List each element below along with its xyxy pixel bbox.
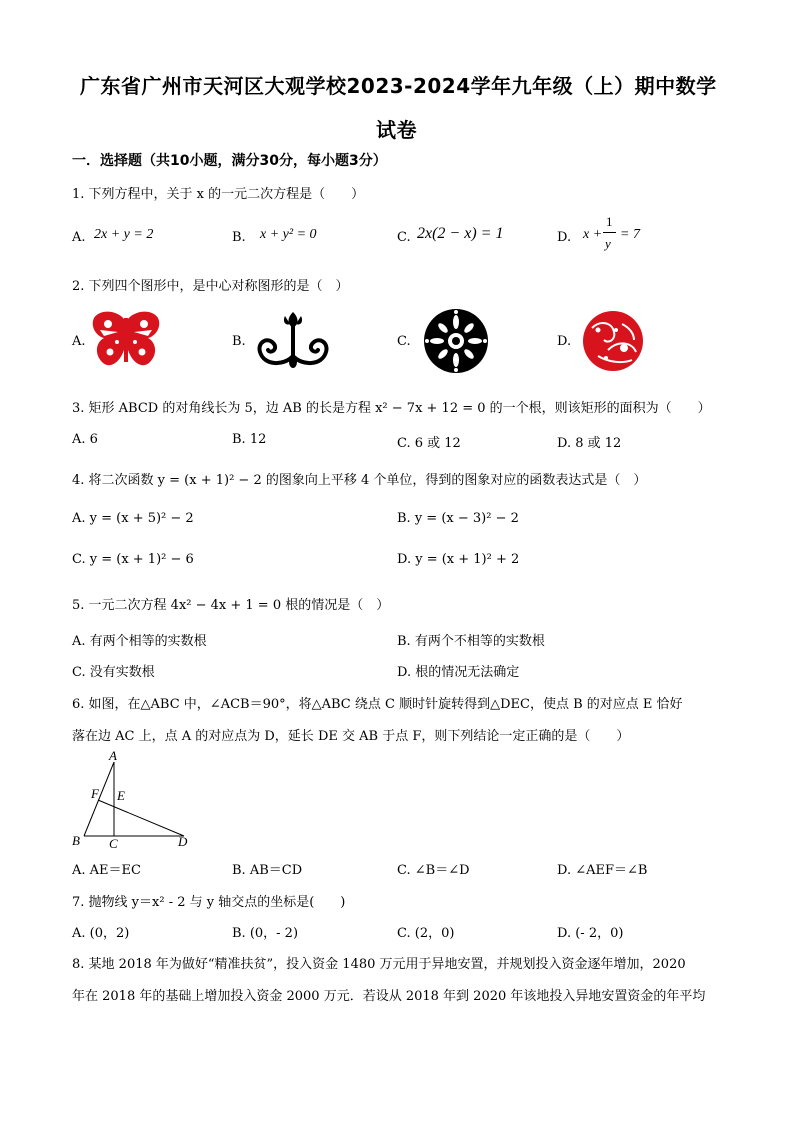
q5-option-d: D. 根的情况无法确定 — [397, 665, 520, 680]
ornament-scroll-image — [254, 310, 332, 370]
mandala-papercut-image — [420, 306, 492, 376]
question-5-stem: 5. 一元二次方程 4x² − 4x + 1 = 0 根的情况是（ ） — [72, 598, 390, 613]
q1-option-d-denominator: y — [605, 236, 611, 251]
q4-option-b: B. y = (x − 3)² − 2 — [397, 511, 519, 526]
q7-option-a: A. (0，2) — [72, 926, 130, 941]
q7-option-b: B. (0，- 2) — [232, 926, 299, 941]
point-a-label: A — [109, 750, 117, 763]
page-title-line2: 试卷 — [376, 118, 417, 142]
question-4-stem: 4. 将二次函数 y = (x + 1)² − 2 的图象向上平移 4 个单位，得到的图象对应的函数表达式是（ ） — [72, 473, 647, 488]
question-6-stem-line1: 6. 如图，在△ABC 中，∠ACB＝90°，将△ABC 绕点 C 顺时针旋转得到△DEC，使点 B 的对应点 E 恰好 — [72, 697, 683, 712]
question-7-stem: 7. 抛物线 y＝x² - 2 与 y 轴交点的坐标是( ) — [72, 895, 346, 910]
q6-option-d: D. ∠AEF＝∠B — [557, 863, 648, 878]
phoenix-papercut-image — [578, 310, 648, 372]
q1-option-a-label: A. — [72, 230, 86, 245]
point-c-label: C — [109, 836, 118, 850]
q7-option-d: D. (- 2，0) — [557, 926, 624, 941]
q3-option-a: A. 6 — [72, 432, 98, 447]
q6-option-b: B. AB＝CD — [232, 863, 303, 878]
q3-option-c: C. 6 或 12 — [397, 436, 461, 451]
question-8-line2: 年在 2018 年的基础上增加投入资金 2000 万元．若设从 2018 年到 2020 年该地投入异地安置资金的年平均 — [72, 989, 706, 1004]
q4-option-c: C. y = (x + 1)² − 6 — [72, 552, 194, 567]
point-e-label: E — [117, 788, 125, 803]
point-f-label: F — [91, 786, 99, 801]
q1-fraction-bar — [603, 232, 616, 233]
question-6-stem-line2: 落在边 AC 上，点 A 的对应点为 D，延长 DE 交 AB 于点 F，则下列结论一定正确的是（ ） — [72, 729, 630, 744]
question-2-stem: 2. 下列四个图形中，是中心对称图形的是（ ） — [72, 279, 349, 294]
butterfly-papercut-image — [90, 310, 162, 370]
q6-option-c: C. ∠B＝∠D — [397, 863, 470, 878]
point-b-label: B — [72, 833, 80, 848]
q1-option-d-post: = 7 — [620, 227, 640, 242]
q2-option-a-label: A. — [72, 334, 86, 349]
page-title: 广东省广州市天河区大观学校2023-2024学年九年级（上）期中数学 — [80, 74, 717, 98]
q1-option-b: x + y² = 0 — [260, 227, 317, 242]
q1-option-d-pre: x + — [583, 227, 603, 242]
q1-option-a: 2x + y = 2 — [94, 227, 154, 242]
q2-option-d-label: D. — [557, 334, 572, 349]
q3-option-d: D. 8 或 12 — [557, 436, 622, 451]
q5-option-c: C. 没有实数根 — [72, 665, 155, 680]
q7-option-c: C. (2，0) — [397, 926, 455, 941]
q1-option-c: 2x(2 − x) = 1 — [417, 225, 504, 242]
q2-option-c-label: C. — [397, 334, 411, 349]
q4-option-a: A. y = (x + 5)² − 2 — [72, 511, 194, 526]
q5-option-b: B. 有两个不相等的实数根 — [397, 634, 545, 649]
question-8-line1: 8. 某地 2018 年为做好“精准扶贫”，投入资金 1480 万元用于异地安置，并规划投入资金逐年增加，2020 — [72, 957, 686, 972]
q1-option-d-numerator: 1 — [606, 214, 613, 229]
section-heading: 一．选择题（共10小题，满分30分，每小题3分） — [72, 153, 387, 169]
triangle-figure — [72, 750, 202, 850]
q1-option-b-label: B. — [232, 230, 246, 245]
q5-option-a: A. 有两个相等的实数根 — [72, 634, 207, 649]
q3-option-b: B. 12 — [232, 432, 267, 447]
q1-option-c-label: C. — [397, 230, 411, 245]
q2-option-b-label: B. — [232, 334, 246, 349]
segment-df — [98, 800, 184, 836]
point-d-label: D — [178, 834, 188, 849]
q1-option-d-label: D. — [557, 230, 572, 245]
q6-option-a: A. AE＝EC — [72, 863, 141, 878]
q4-option-d: D. y = (x + 1)² + 2 — [397, 552, 520, 567]
question-1-stem: 1. 下列方程中，关于 x 的一元二次方程是（ ） — [72, 187, 365, 202]
segment-ab — [84, 762, 114, 836]
question-3-stem: 3. 矩形 ABCD 的对角线长为 5，边 AB 的长是方程 x² − 7x + 12 = 0 的一个根，则该矩形的面积为（ ） — [72, 401, 711, 416]
